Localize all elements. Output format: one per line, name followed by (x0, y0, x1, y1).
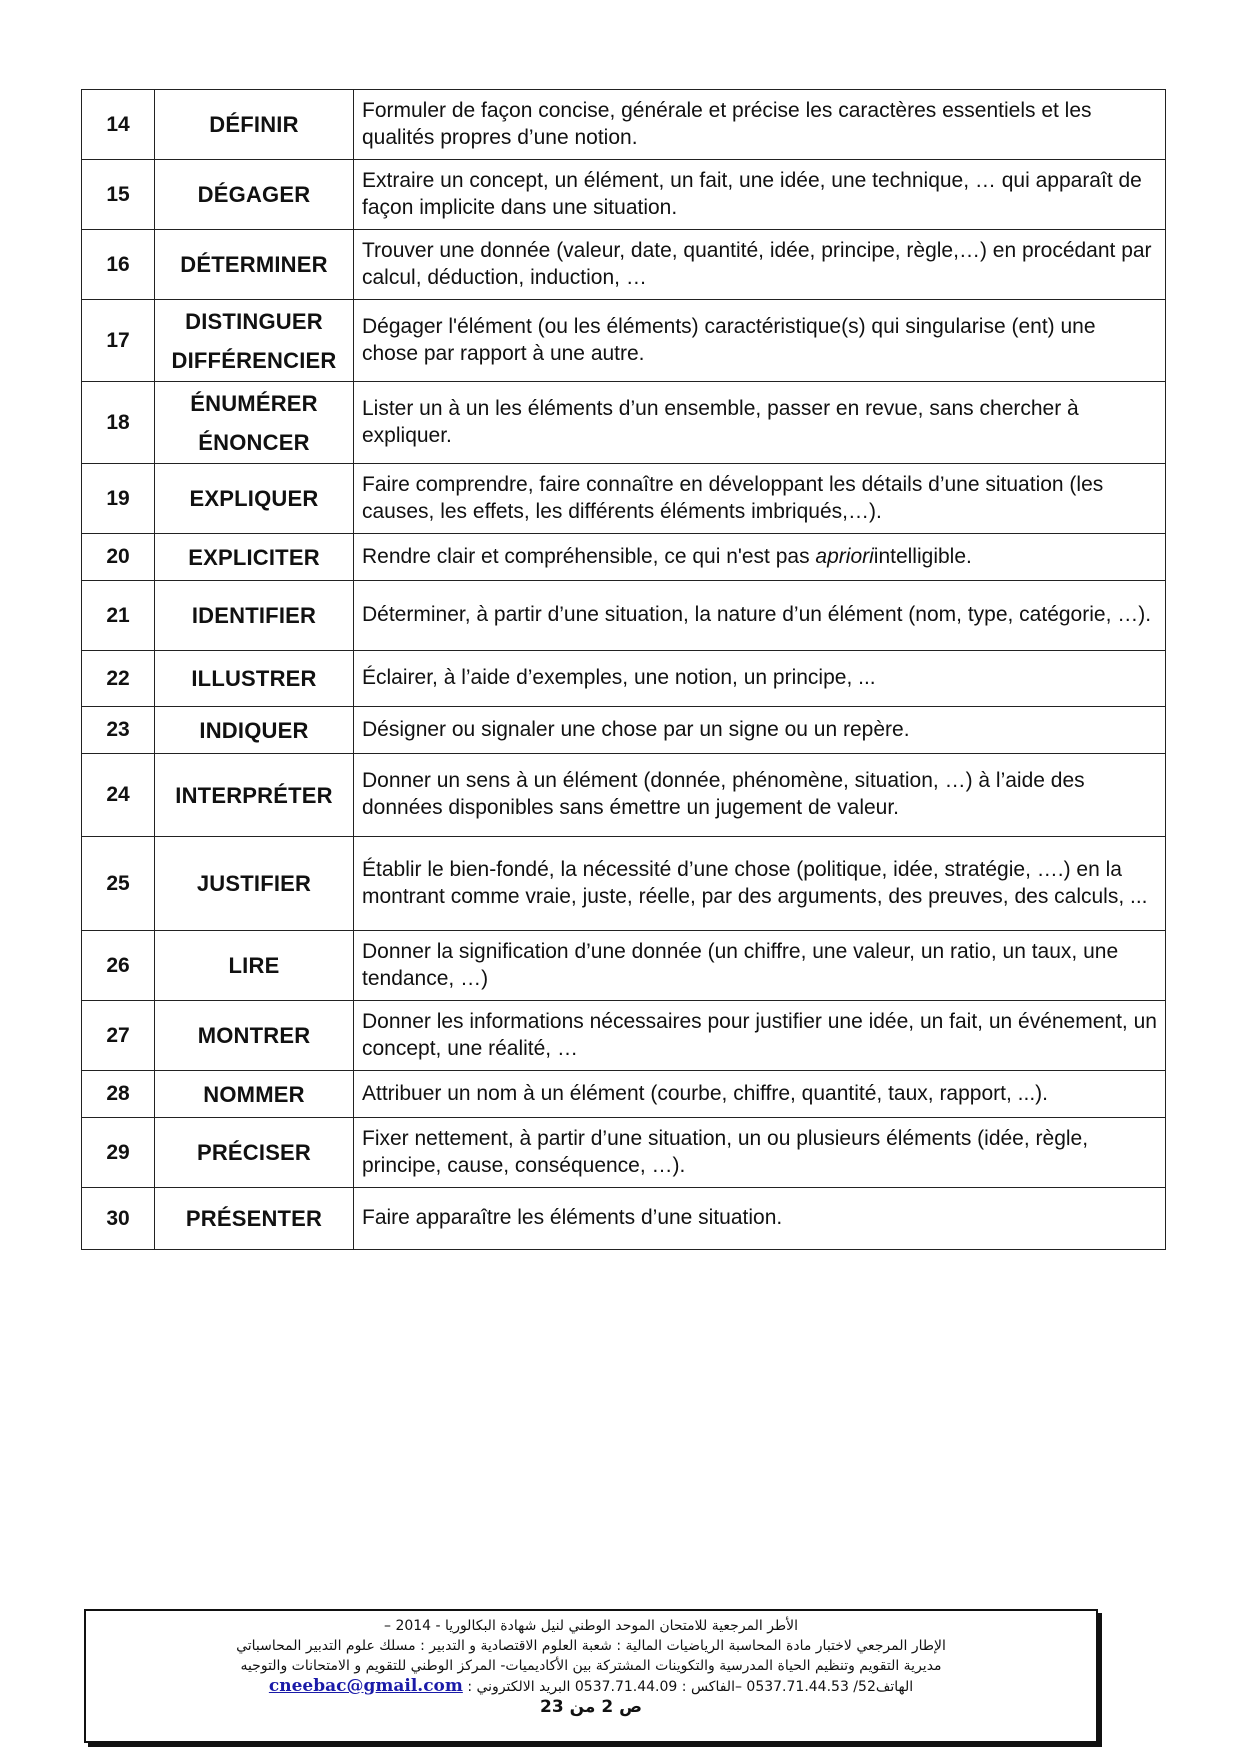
row-number: 21 (82, 581, 155, 651)
table-row (82, 1188, 1166, 1250)
footer-line-4 (86, 1676, 1096, 1697)
table-row (82, 464, 1166, 534)
verb-cell (155, 1001, 354, 1071)
row-number: 26 (82, 931, 155, 1001)
row-number: 23 (82, 707, 155, 754)
verb-label: LIRE (228, 953, 280, 978)
definition-text: Éclairer, à l’aide d’exemples, une notion, un principe, ... (362, 666, 876, 689)
definition-cell (354, 837, 1166, 931)
footer-box (84, 1609, 1098, 1743)
definition-text: Déterminer, à partir d’une situation, la nature d’un élément (nom, type, catégorie, …). (362, 603, 1152, 626)
verb-label: EXPLICITER (188, 544, 320, 570)
verb-label: IDENTIFIER (191, 603, 317, 628)
definition-text: Rendre clair et compréhensible, ce qui n'est pas (362, 544, 816, 568)
definition-cell (354, 300, 1166, 382)
verb-cell (155, 90, 354, 160)
row-number: 19 (82, 464, 155, 534)
definition-cell (354, 1118, 1166, 1188)
definition-cell (354, 230, 1166, 300)
row-number: 29 (82, 1118, 155, 1188)
definition-cell (354, 464, 1166, 534)
verb-label: DISTINGUER (185, 308, 323, 334)
definition-cell (354, 1188, 1166, 1250)
verb-cell (155, 837, 354, 931)
row-number: 24 (82, 754, 155, 837)
footer-line-3: مديرية التقويم وتنظيم الحياة المدرسية والتكوينات المشتركة بين الأكاديميات- المركز الوطني للتقويم و الامتحانات والتوجيه (240, 1658, 942, 1674)
table-row (82, 90, 1166, 160)
verbs-table (81, 89, 1166, 1250)
row-number: 30 (82, 1188, 155, 1250)
table-row (82, 160, 1166, 230)
page-number: ص 2 من 23 (540, 1697, 642, 1717)
footer-line-1: الأطر المرجعية للامتحان الموحد الوطني لنيل شهادة البكالوريا - 2014 – (383, 1618, 799, 1634)
definition-cell (354, 1001, 1166, 1071)
definition-text: Donner les informations nécessaires pour justifier une idée, un fait, un événement, un concept, une réalité, … (362, 1009, 1157, 1060)
definition-emphasis: apriori (815, 544, 874, 568)
table-row (82, 707, 1166, 754)
row-number: 22 (82, 651, 155, 707)
verb-cell (155, 534, 354, 581)
definition-cell (354, 931, 1166, 1001)
verb-cell (155, 1118, 354, 1188)
verb-label: ÉNONCER (198, 429, 310, 455)
table-row (82, 931, 1166, 1001)
footer-contact: الهاتف52/ 0537.71.44.53 –الفاكس : 0537.71.44.09 البريد الالكتروني : (462, 1679, 914, 1695)
verb-label: PRÉSENTER (185, 1206, 323, 1231)
definition-cell (354, 90, 1166, 160)
verb-cell (155, 160, 354, 230)
row-number: 15 (82, 160, 155, 230)
verb-label: DÉFINIR (209, 112, 299, 137)
definition-text: Faire apparaître les éléments d’une situation. (362, 1206, 783, 1229)
verb-cell (155, 931, 354, 1001)
table-row (82, 1118, 1166, 1188)
table-row (82, 230, 1166, 300)
verb-cell (155, 300, 354, 382)
table-row (82, 581, 1166, 651)
table-body (82, 90, 1166, 1250)
footer-line-2: الإطار المرجعي لاختبار مادة المحاسبة الرياضيات المالية : شعبة العلوم الاقتصادية و التدبير : مسلك علوم التدبير المحاسباتي (236, 1638, 946, 1654)
definition-text: Faire comprendre, faire connaître en développant les détails d’une situation (les causes, les effets, les différents éléments imbriqués,…). (362, 472, 1104, 523)
definition-cell (354, 651, 1166, 707)
verb-label: ÉNUMÉRER (190, 390, 318, 416)
row-number: 28 (82, 1071, 155, 1118)
table-row (82, 534, 1166, 581)
definition-cell (354, 160, 1166, 230)
definition-text: Extraire un concept, un élément, un fait, une idée, une technique, … qui apparaît de façon implicite dans une situation. (362, 168, 1142, 219)
row-number: 14 (82, 90, 155, 160)
row-number: 27 (82, 1001, 155, 1071)
verb-label: MONTRER (197, 1023, 311, 1048)
table-row (82, 1071, 1166, 1118)
definition-text: Lister un à un les éléments d’un ensemble, passer en revue, sans chercher à expliquer. (362, 396, 1079, 447)
definition-cell (354, 382, 1166, 464)
table-row (82, 837, 1166, 931)
definition-text: Attribuer un nom à un élément (courbe, chiffre, quantité, taux, rapport, ...). (362, 1081, 1048, 1105)
verb-cell (155, 707, 354, 754)
verb-label: EXPLIQUER (189, 486, 319, 511)
definition-text: Trouver une donnée (valeur, date, quantité, idée, principe, règle,…) en procédant par calcul, déduction, induction, … (362, 238, 1152, 289)
row-number: 16 (82, 230, 155, 300)
table-row (82, 1001, 1166, 1071)
definition-text: Donner la signification d’une donnée (un chiffre, une valeur, un ratio, un taux, une tendance, …) (362, 939, 1119, 990)
verb-label: DÉTERMINER (180, 252, 328, 277)
definition-cell (354, 707, 1166, 754)
verb-cell (155, 581, 354, 651)
definition-text: Désigner ou signaler une chose par un signe ou un repère. (362, 717, 910, 741)
verb-label: PRÉCISER (196, 1140, 312, 1165)
verb-cell (155, 651, 354, 707)
verb-label: NOMMER (203, 1081, 305, 1107)
definition-cell (354, 754, 1166, 837)
definition-cell (354, 534, 1166, 581)
verb-label: INTERPRÉTER (175, 782, 333, 808)
table-row (82, 382, 1166, 464)
table-row (82, 754, 1166, 837)
verb-cell (155, 382, 354, 464)
row-number: 25 (82, 837, 155, 931)
table-row (82, 651, 1166, 707)
row-number: 17 (82, 300, 155, 382)
definition-cell (354, 1071, 1166, 1118)
table-row (82, 300, 1166, 382)
verb-label: DIFFÉRENCIER (171, 347, 337, 373)
verb-cell (155, 754, 354, 837)
row-number: 18 (82, 382, 155, 464)
verb-label: INDIQUER (199, 717, 309, 743)
footer-email-link[interactable]: cneebac@gmail.com (268, 1676, 463, 1696)
verb-cell (155, 1188, 354, 1250)
definition-cell (354, 581, 1166, 651)
verb-label: DÉGAGER (197, 182, 311, 207)
verb-cell (155, 1071, 354, 1118)
definition-text: Donner un sens à un élément (donnée, phénomène, situation, …) à l’aide des données disponibles sans émettre un jugement de valeur. (362, 769, 1085, 819)
verb-label: ILLUSTRER (191, 666, 317, 691)
definition-text: Fixer nettement, à partir d’une situation, un ou plusieurs éléments (idée, règle, principe, cause, conséquence, …). (362, 1126, 1089, 1177)
definition-text: Dégager l'élément (ou les éléments) caractéristique(s) qui singularise (ent) une chose par rapport à une autre. (362, 314, 1096, 365)
row-number: 20 (82, 534, 155, 581)
verb-cell (155, 230, 354, 300)
definition-text: intelligible. (873, 544, 972, 568)
verb-cell (155, 464, 354, 534)
definition-text: Formuler de façon concise, générale et précise les caractères essentiels et les qualités propres d’une notion. (362, 98, 1092, 149)
definition-text: Établir le bien-fondé, la nécessité d’une chose (politique, idée, stratégie, ….) en la montrant comme vraie, juste, réelle, par des arguments, des preuves, des calculs, ... (362, 857, 1148, 908)
verb-label: JUSTIFIER (196, 871, 312, 896)
